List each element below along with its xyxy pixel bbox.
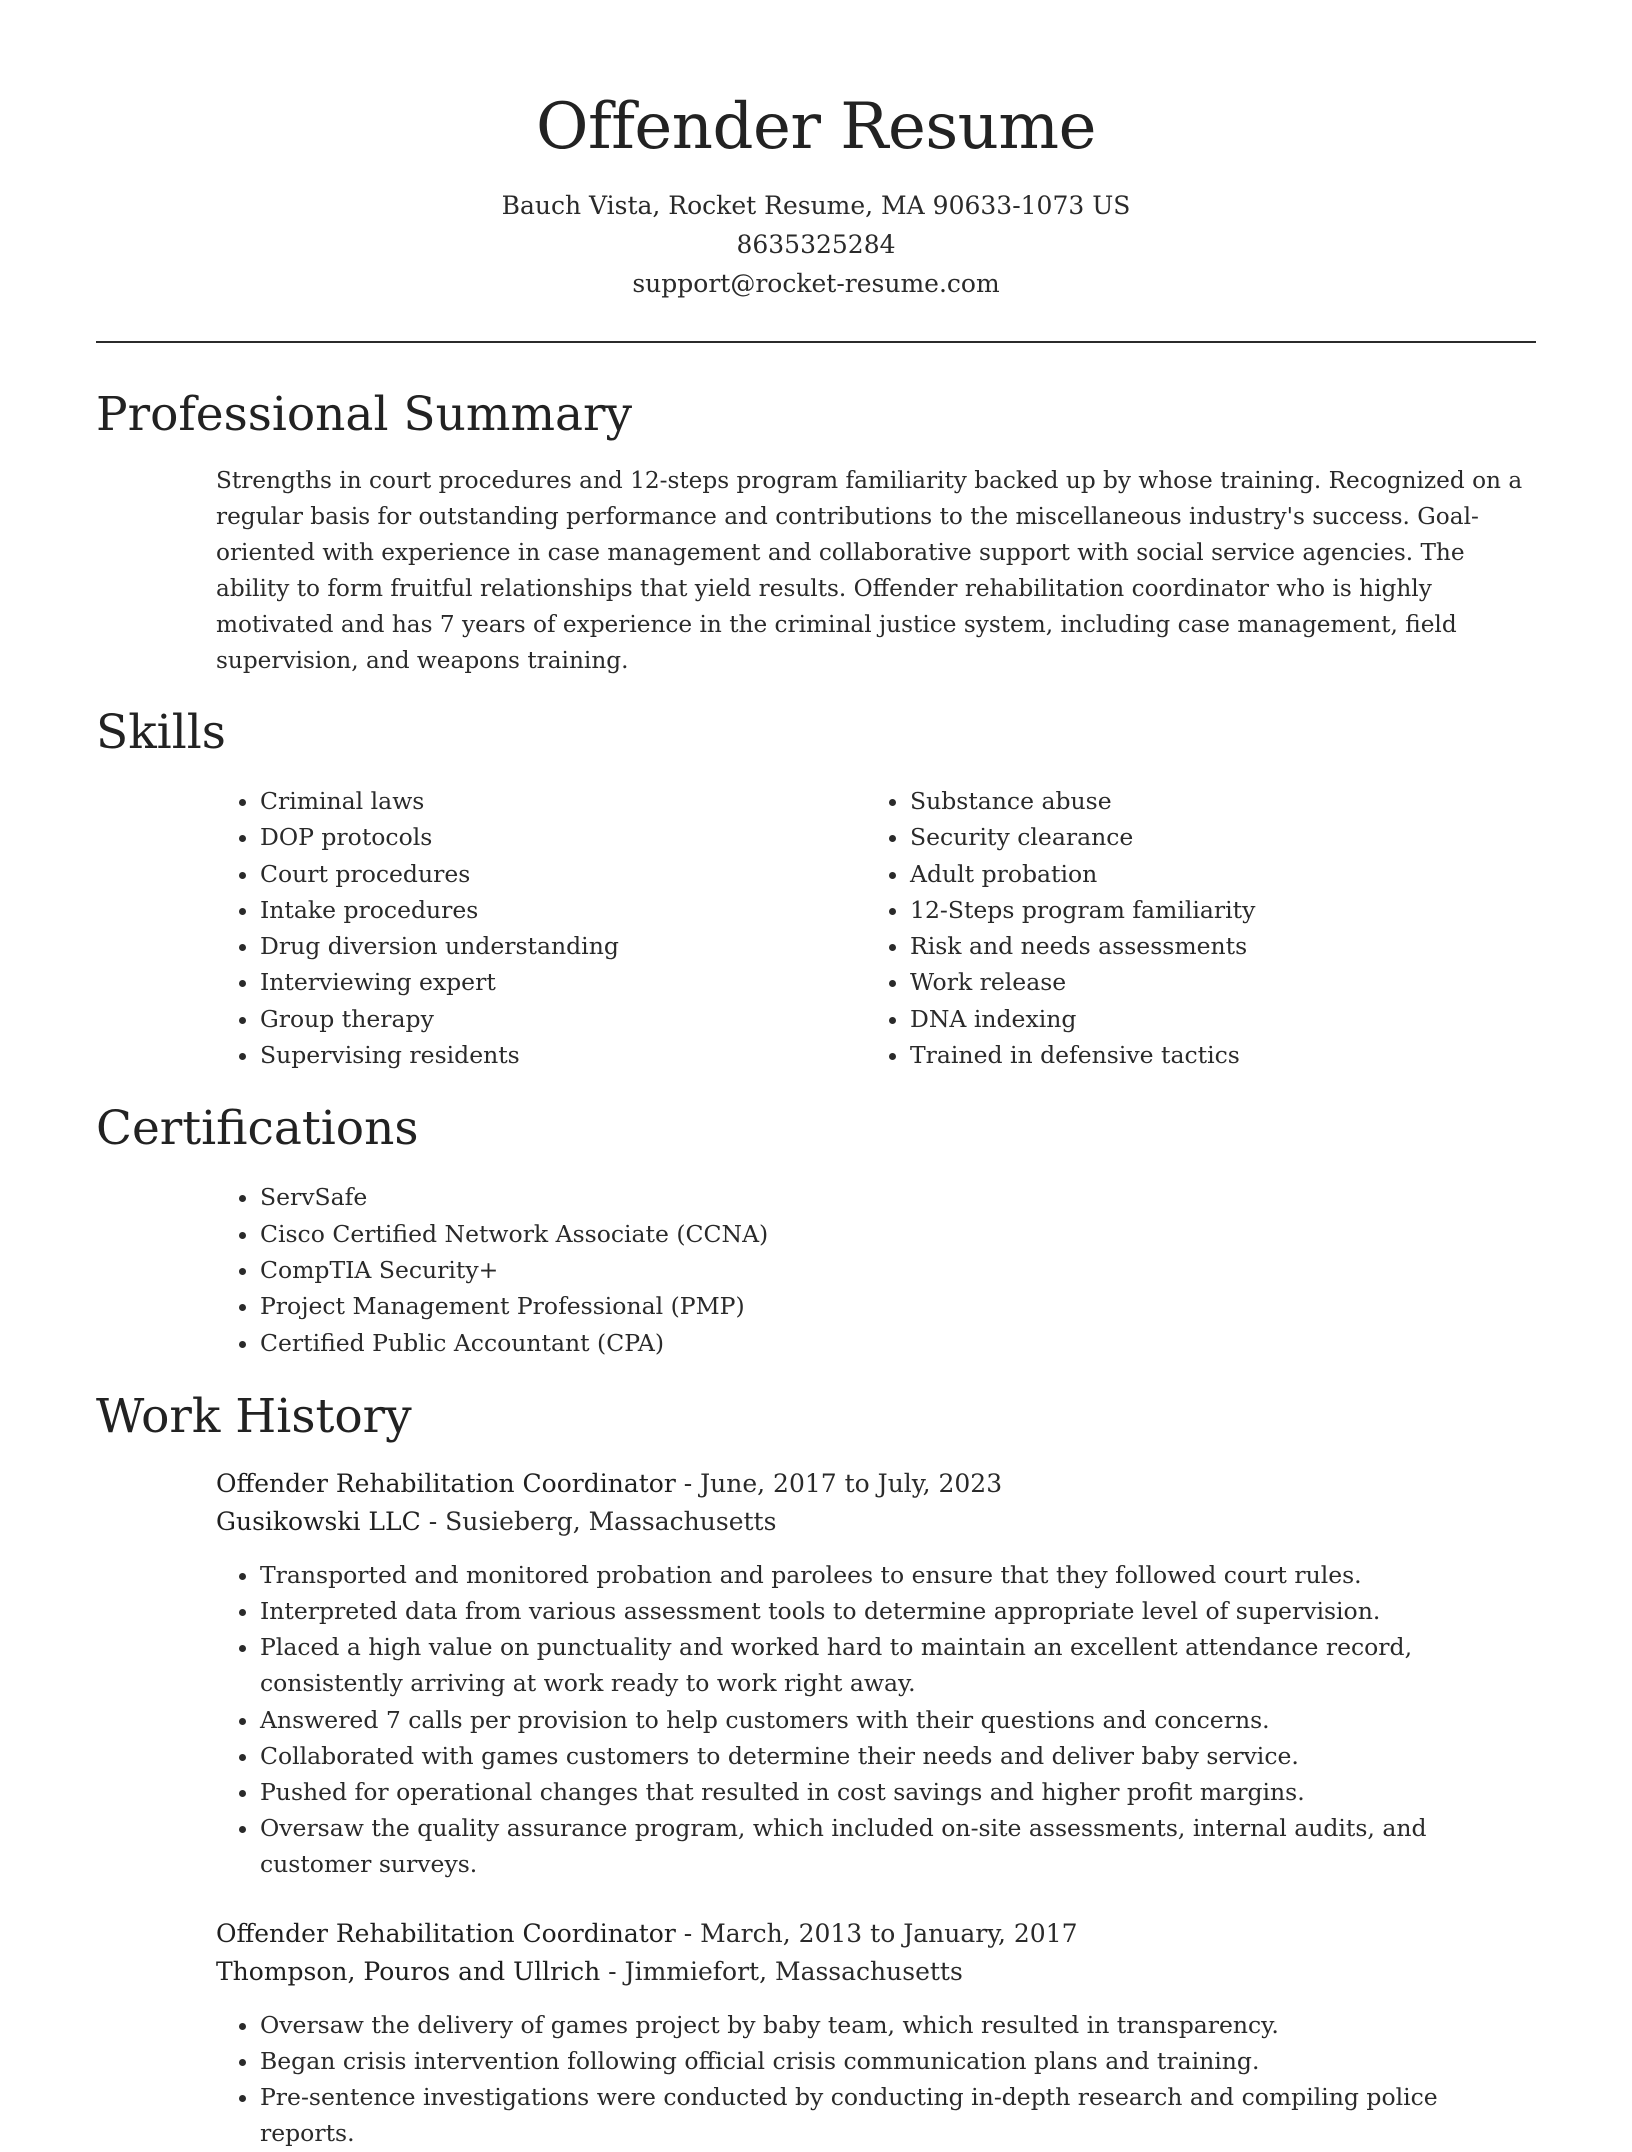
- certification-item: • CompTIA Security+: [260, 1252, 1536, 1288]
- job-bullet: • Oversaw the quality assurance program, which included on-site assessments, internal audits, and customer surveys.: [260, 1810, 1536, 1882]
- certification-item: • Certified Public Accountant (CPA): [260, 1325, 1536, 1361]
- job-bullet: • Answered 7 calls per provision to help customers with their questions and concerns.: [260, 1702, 1536, 1738]
- job-role: Offender Rehabilitation Coordinator: [216, 1918, 676, 1948]
- skills-right-list: [866, 783, 1516, 1073]
- summary-section: [96, 385, 1536, 679]
- job-bullet: • Placed a high value on punctuality and worked hard to maintain an excellent attendance record, consistently arriving at work ready to work right away.: [260, 1629, 1536, 1701]
- certification-item: • Cisco Certified Network Associate (CCNA): [260, 1216, 1536, 1252]
- skill-item: • DOP protocols: [260, 819, 866, 855]
- skill-item: • Court procedures: [260, 856, 866, 892]
- resume-header: [96, 0, 1536, 303]
- skills-left-list: [216, 783, 866, 1073]
- skills-heading: Skills: [96, 705, 226, 760]
- job-bullet: • Interpreted data from various assessment tools to determine appropriate level of supervision.: [260, 1593, 1536, 1629]
- job-bullet: • Oversaw the delivery of games project by baby team, which resulted in transparency.: [260, 2007, 1536, 2043]
- job-bullet: • Pre-sentence investigations were conducted by conducting in-depth research and compiling police reports.: [260, 2079, 1536, 2151]
- contact-address: Bauch Vista, Rocket Resume, MA 90633-1073 US: [501, 191, 1131, 220]
- skill-item: • Security clearance: [910, 819, 1516, 855]
- job-bullets: [216, 2007, 1536, 2152]
- certifications-list: [216, 1179, 1536, 1360]
- skill-item: • Group therapy: [260, 1001, 866, 1037]
- contact-email: support@rocket-resume.com: [632, 269, 1000, 298]
- summary-text: Strengths in court procedures and 12-steps program familiarity backed up by whose training. Recognized on a regular basis for outstanding performance and contributions to the miscellaneous industry's success. Goal-oriented with experience in case management and collaborative support with social service agencies. The ability to form fruitful relationships that yield results. Offender rehabilitation coordinator who is highly motivated and has 7 years of experience in the criminal justice system, including case management, field supervision, and weapons training.: [216, 467, 1523, 674]
- job-bullets-wrap: [216, 2007, 1536, 2152]
- job-bullet: • Pushed for operational changes that resulted in cost savings and higher profit margins.: [260, 1774, 1536, 1810]
- job-title-line: [216, 1465, 1536, 1503]
- skill-item: • Drug diversion understanding: [260, 928, 866, 964]
- job-role: Offender Rehabilitation Coordinator: [216, 1468, 676, 1498]
- job-title-line: [216, 1915, 1536, 1953]
- job-separator: -: [675, 1468, 701, 1498]
- job-entry: [216, 1915, 1536, 2152]
- skills-right-column: [866, 783, 1516, 1073]
- job-bullet: • Collaborated with games customers to determine their needs and deliver baby service.: [260, 1738, 1536, 1774]
- resume-title: Offender Resume: [536, 90, 1096, 164]
- work-history-heading: Work History: [96, 1388, 412, 1444]
- job-separator: -: [675, 1918, 701, 1948]
- skill-item: • Supervising residents: [260, 1037, 866, 1073]
- skill-item: • Adult probation: [910, 856, 1516, 892]
- job-company: Thompson, Pouros and Ullrich: [216, 1956, 601, 1986]
- certifications-list-wrap: [216, 1179, 1536, 1360]
- skill-item: • Substance abuse: [910, 783, 1516, 819]
- contact-phone: 8635325284: [736, 230, 896, 259]
- skill-item: • Risk and needs assessments: [910, 928, 1516, 964]
- skill-item: • Criminal laws: [260, 783, 866, 819]
- job-separator: -: [600, 1956, 625, 1986]
- job-bullets: [216, 1557, 1536, 1883]
- skill-item: • Interviewing expert: [260, 964, 866, 1000]
- certification-item: • Project Management Professional (PMP): [260, 1288, 1536, 1324]
- skill-item: • Intake procedures: [260, 892, 866, 928]
- certifications-heading: Certifications: [96, 1101, 419, 1157]
- job-company-line: [216, 1503, 1536, 1541]
- job-dates: March, 2013 to January, 2017: [700, 1918, 1078, 1948]
- work-history-section: [96, 1387, 1536, 2152]
- certification-item: • ServSafe: [260, 1179, 1536, 1215]
- skill-item: • Trained in defensive tactics: [910, 1037, 1516, 1073]
- certifications-section: [96, 1099, 1536, 1360]
- skills-columns: [216, 783, 1536, 1073]
- job-location: Susieberg, Massachusetts: [445, 1506, 777, 1536]
- resume-page: [96, 0, 1536, 2152]
- skill-item: • DNA indexing: [910, 1001, 1516, 1037]
- skills-left-column: [216, 783, 866, 1073]
- job-bullet: • Transported and monitored probation and parolees to ensure that they followed court rules.: [260, 1557, 1536, 1593]
- job-company-line: [216, 1953, 1536, 1991]
- job-separator: -: [420, 1506, 446, 1536]
- job-location: Jimmiefort, Massachusetts: [624, 1956, 963, 1986]
- job-entry: [216, 1465, 1536, 1883]
- contact-info: [96, 186, 1536, 303]
- skills-section: [96, 703, 1536, 1073]
- job-dates: June, 2017 to July, 2023: [700, 1468, 1003, 1498]
- summary-heading: Professional Summary: [96, 387, 633, 442]
- job-company: Gusikowski LLC: [216, 1506, 421, 1536]
- skill-item: • Work release: [910, 964, 1516, 1000]
- job-bullets-wrap: [216, 1557, 1536, 1883]
- job-bullet: • Began crisis intervention following official crisis communication plans and training.: [260, 2043, 1536, 2079]
- header-divider: [96, 341, 1536, 343]
- skill-item: • 12-Steps program familiarity: [910, 892, 1516, 928]
